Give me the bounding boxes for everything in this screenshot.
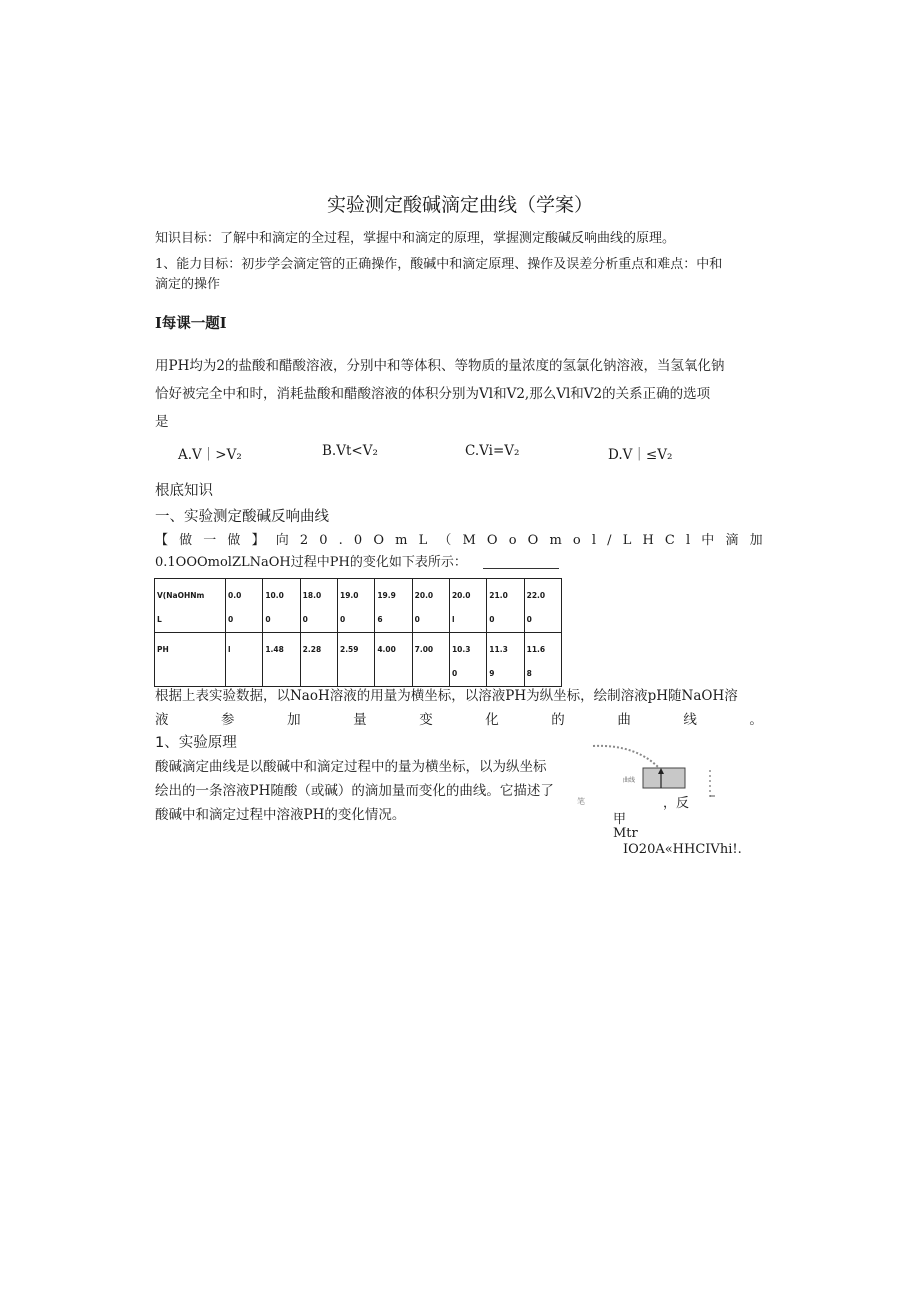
spaced-char: 化 bbox=[485, 712, 499, 728]
question-line2: 恰好被完全中和时，消耗盐酸和醋酸溶液的体积分别为Vl和V2,那么Vl和V2的关系正确的选项 bbox=[155, 386, 711, 402]
principle-heading: 1、实验原理 bbox=[155, 735, 237, 751]
spaced-char: 曲 bbox=[617, 712, 631, 728]
do-it-char: o bbox=[572, 533, 581, 548]
do-it-char: M bbox=[462, 533, 476, 548]
after-table-line1: 根据上表实验数据，以NaoH溶液的用量为横坐标，以溶液PH为纵坐标，绘制溶液pH随NaOH溶 bbox=[155, 688, 738, 704]
table-row bbox=[155, 579, 562, 633]
do-it-char: O bbox=[486, 533, 498, 548]
do-it-char: m bbox=[395, 533, 408, 548]
ability-goal-line1: 1、能力目标：初步学会滴定管的正确操作，酸碱中和滴定原理、操作及误差分析重点和难点：中和 bbox=[155, 257, 723, 272]
titration-data-table bbox=[154, 578, 562, 687]
do-it-char: 一 bbox=[203, 533, 217, 548]
do-it-char: o bbox=[508, 533, 517, 548]
basics-heading: 根底知识 bbox=[155, 483, 213, 499]
option-b: B.Vt<V₂ bbox=[322, 443, 378, 459]
do-it-char: O bbox=[527, 533, 539, 548]
do-it-char: 加 bbox=[749, 533, 763, 548]
table-row bbox=[155, 633, 562, 687]
do-it-char: H bbox=[642, 533, 654, 548]
do-it-char: 0 bbox=[319, 533, 328, 548]
do-it-char: 滴 bbox=[725, 533, 739, 548]
page-title: 实验测定酸碱滴定曲线（学案） bbox=[326, 194, 593, 216]
do-it-char: 中 bbox=[701, 533, 715, 548]
table-cell: 4.00 bbox=[375, 633, 412, 687]
do-it-char: 】 bbox=[251, 533, 265, 548]
table-cell: V(NaOHNm L bbox=[155, 579, 226, 633]
daily-question-heading: I每课一题I bbox=[155, 315, 227, 332]
spaced-char: 液 bbox=[155, 712, 169, 728]
blank-underline bbox=[483, 568, 559, 569]
do-it-char: L bbox=[622, 533, 632, 548]
table-cell: 21.0 0 bbox=[487, 579, 524, 633]
table-cell: 19.9 6 bbox=[375, 579, 412, 633]
do-it-char: 【 bbox=[155, 533, 169, 548]
do-it-char: 做 bbox=[227, 533, 241, 548]
section1-heading: 一、实验测定酸碱反响曲线 bbox=[155, 509, 329, 525]
figure-label-1: 甲 bbox=[613, 812, 627, 827]
titration-curve-figure bbox=[575, 740, 765, 860]
table-cell: l bbox=[226, 633, 263, 687]
figure-right-text: ，反 bbox=[663, 796, 690, 811]
principle-line2: 绘出的一条溶液PH随酸（或碱）的滴加量而变化的曲线。它描述了 bbox=[155, 783, 554, 799]
after-table-line2 bbox=[155, 708, 763, 728]
spaced-char: 量 bbox=[353, 712, 367, 728]
principle-line1: 酸碱滴定曲线是以酸碱中和滴定过程中的量为横坐标，以为纵坐标 bbox=[155, 759, 547, 775]
table-cell: 20.0 0 bbox=[412, 579, 449, 633]
do-it-char: l bbox=[591, 533, 597, 548]
figure-box-label: 曲线 bbox=[623, 777, 636, 784]
principle-line3: 酸碱中和滴定过程中溶液PH的变化情况。 bbox=[155, 807, 406, 823]
option-a: A.V｜>V₂ bbox=[178, 447, 242, 463]
table-cell: PH bbox=[155, 633, 226, 687]
spaced-char: 变 bbox=[419, 712, 433, 728]
ability-goal-line2: 滴定的操作 bbox=[155, 277, 221, 292]
figure-label-3: IO20A«HHCIVhi!. bbox=[623, 842, 742, 857]
table-cell: 11.6 8 bbox=[524, 633, 561, 687]
table-cell: 7.00 bbox=[412, 633, 449, 687]
curve-path bbox=[593, 746, 661, 770]
figure-box bbox=[643, 768, 685, 788]
table-cell: 11.3 9 bbox=[487, 633, 524, 687]
knowledge-goal: 知识目标：了解中和滴定的全过程，掌握中和滴定的原理，掌握测定酸碱反响曲线的原理。 bbox=[155, 231, 676, 246]
table-cell: 10.3 0 bbox=[449, 633, 486, 687]
figure-left-mark: 笔 bbox=[577, 797, 585, 806]
do-it-line2: 0.1OOOmolZLNaOH过程中PH的变化如下表所示： bbox=[155, 555, 467, 570]
do-it-char: 0 bbox=[353, 533, 363, 548]
table-cell: 20.0 l bbox=[449, 579, 486, 633]
do-it-char: l bbox=[686, 533, 691, 548]
table-cell: 10.0 0 bbox=[263, 579, 300, 633]
spaced-char: 。 bbox=[749, 712, 763, 728]
table-cell: 2.59 bbox=[337, 633, 374, 687]
do-it-char: 做 bbox=[179, 533, 193, 548]
figure-label-2: Mtr bbox=[613, 826, 638, 841]
do-it-char: （ bbox=[438, 533, 452, 548]
table-cell: 19.0 0 bbox=[337, 579, 374, 633]
do-it-char: / bbox=[607, 533, 612, 548]
table-cell: 2.28 bbox=[300, 633, 337, 687]
do-it-char: L bbox=[418, 533, 428, 548]
do-it-char: O bbox=[373, 533, 384, 548]
spaced-char: 的 bbox=[551, 712, 565, 728]
table-cell: 22.0 0 bbox=[524, 579, 561, 633]
spaced-char: 参 bbox=[221, 712, 235, 728]
option-c: C.Vi=V₂ bbox=[465, 443, 520, 459]
do-it-char: C bbox=[664, 533, 675, 548]
table-cell: 0.0 0 bbox=[226, 579, 263, 633]
question-line1: 用PH均为2的盐酸和醋酸溶液，分别中和等体积、等物质的量浓度的氢氯化钠溶液，当氢氧化钠 bbox=[155, 358, 725, 374]
table-cell: 18.0 0 bbox=[300, 579, 337, 633]
spaced-char: 线 bbox=[683, 712, 697, 728]
do-it-char: 2 bbox=[299, 533, 309, 548]
do-it-char: m bbox=[549, 533, 562, 548]
table-cell: 1.48 bbox=[263, 633, 300, 687]
do-it-line1 bbox=[155, 532, 763, 550]
do-it-char: 向 bbox=[275, 533, 289, 548]
spaced-char: 加 bbox=[287, 712, 301, 728]
option-d: D.V｜≤V₂ bbox=[608, 447, 673, 463]
question-line3: 是 bbox=[155, 414, 169, 430]
do-it-char: . bbox=[338, 533, 343, 548]
